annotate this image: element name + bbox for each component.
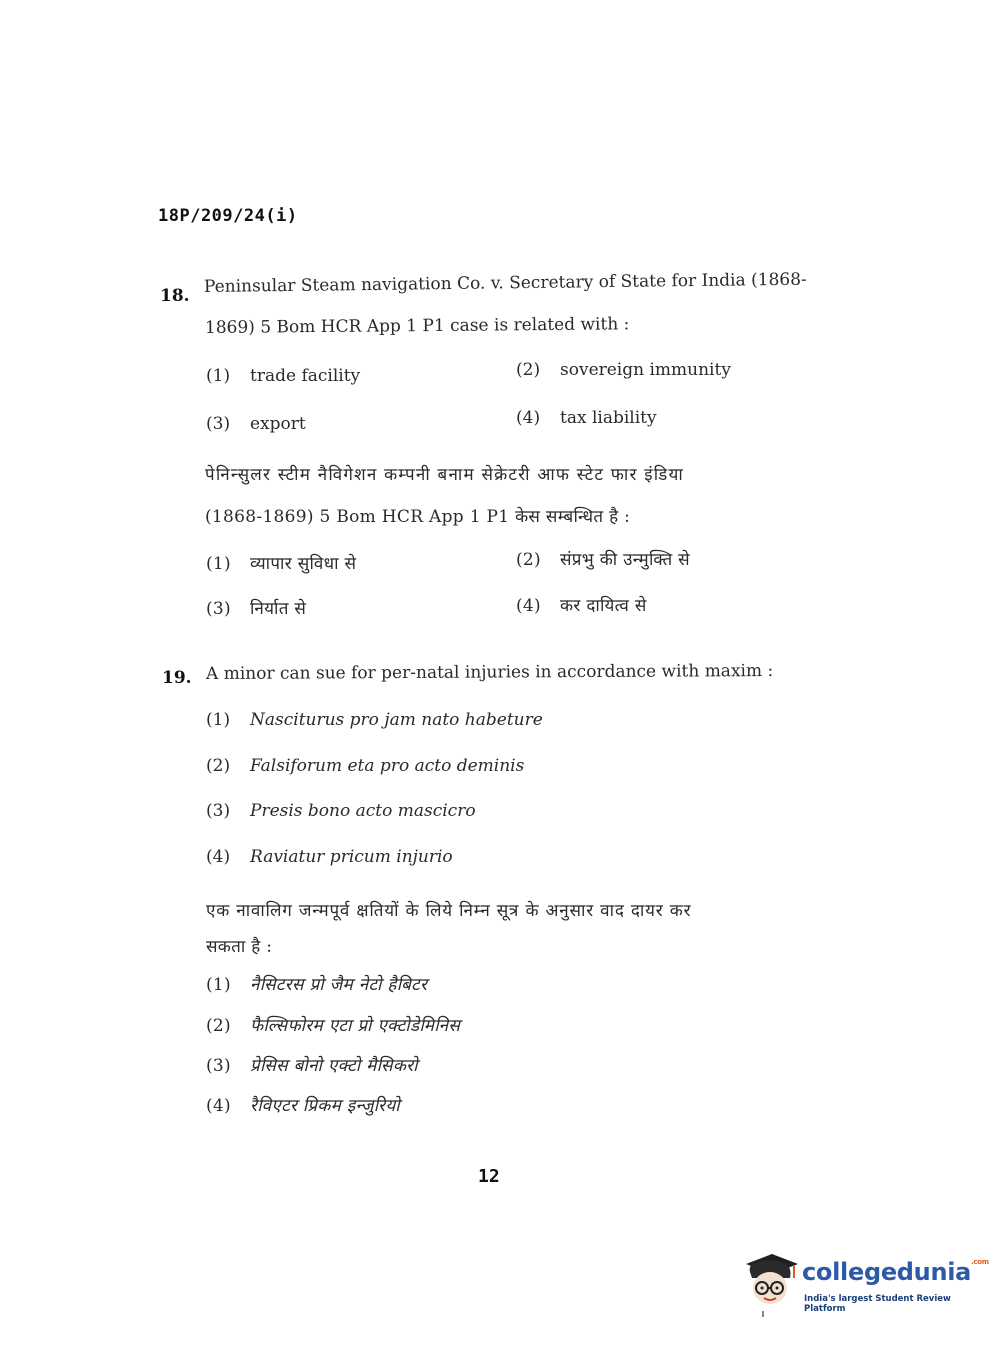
q18-hi-option-1 xyxy=(206,551,356,574)
q19-hi-option-4 xyxy=(206,1093,400,1116)
paper-code: 18P/209/24(i) xyxy=(158,206,298,226)
option-number: (1) xyxy=(206,710,231,730)
q18-english-line-2: 1869) 5 Bom HCR App 1 P1 case is related with : xyxy=(204,314,630,338)
question-number-18: 18. xyxy=(160,286,190,306)
option-number: (4) xyxy=(206,847,231,867)
option-text: रैविएटर प्रिकम इन्जुरियो xyxy=(250,1096,400,1116)
option-number: (2) xyxy=(206,1016,231,1036)
q18-english-line-1: Peninsular Steam navigation Co. v. Secretary of State for India (1868- xyxy=(203,269,807,297)
option-number: (4) xyxy=(206,1096,231,1116)
option-number: (2) xyxy=(516,360,541,380)
q19-hindi-line-2: सकता है : xyxy=(206,937,273,957)
option-text: Nasciturus pro jam nato habeture xyxy=(250,710,543,730)
option-text: Raviatur pricum injurio xyxy=(250,847,453,867)
q18-en-option-2 xyxy=(516,360,731,380)
option-text: tax liability xyxy=(560,408,657,428)
q19-hindi-line-1: एक नावालिग जन्मपूर्व क्षतियों के लिये निम्न सूत्र के अनुसार वाद दायर कर xyxy=(206,901,692,921)
q18-hi-option-2 xyxy=(516,547,690,570)
q18-hindi-line-1: पेनिन्सुलर स्टीम नैविगेशन कम्पनी बनाम सेक्रेटरी आफ स्टेट फार इंडिया xyxy=(205,465,684,485)
q19-hi-option-2 xyxy=(206,1013,460,1036)
option-number: (3) xyxy=(206,599,231,619)
q18-hi-option-3 xyxy=(206,596,306,619)
q19-en-option-3 xyxy=(206,801,476,821)
option-number: (3) xyxy=(206,414,231,434)
q18-hindi-line-2: (1868-1869) 5 Bom HCR App 1 P1 केस सम्बन्धित है : xyxy=(205,507,631,527)
option-text: निर्यात से xyxy=(250,599,307,619)
q19-en-option-4 xyxy=(206,847,453,867)
q19-english-line-1: A minor can sue for per-natal injuries in accordance with maxim : xyxy=(205,661,774,684)
q18-en-option-1 xyxy=(206,366,360,386)
logo-dotcom: .com xyxy=(971,1258,989,1266)
option-number: (2) xyxy=(206,756,231,776)
option-text: Falsiforum eta pro acto deminis xyxy=(250,756,525,776)
option-text: फैल्सिफोरम एटा प्रो एक्टोडेमिनिस xyxy=(250,1016,461,1036)
option-text: संप्रभु की उन्मुक्ति से xyxy=(560,550,690,570)
option-number: (1) xyxy=(206,366,231,386)
option-text: नैसिटरस प्रो जैम नेटो हैबिटर xyxy=(250,975,428,995)
option-text: sovereign immunity xyxy=(560,360,731,380)
q19-hi-option-3 xyxy=(206,1053,418,1076)
student-mascot-icon xyxy=(742,1250,800,1308)
option-text: कर दायित्व से xyxy=(560,596,647,616)
option-text: Presis bono acto mascicro xyxy=(250,801,476,821)
q19-en-option-1 xyxy=(206,710,543,730)
option-text: प्रेसिस बोनो एक्टो मैसिकरो xyxy=(250,1056,418,1076)
option-number: (3) xyxy=(206,1056,231,1076)
q19-hi-option-1 xyxy=(206,972,427,995)
q18-hi-option-4 xyxy=(516,593,647,616)
option-number: (1) xyxy=(206,554,231,574)
q19-en-option-2 xyxy=(206,756,524,776)
logo-tagline: India's largest Student Review Platform xyxy=(804,1294,951,1314)
option-number: (2) xyxy=(516,550,541,570)
option-text: व्यापार सुविधा से xyxy=(250,554,357,574)
option-text: export xyxy=(250,414,306,434)
q18-en-option-3 xyxy=(206,414,306,434)
logo-name: collegedunia xyxy=(802,1258,972,1286)
q18-en-option-4 xyxy=(516,408,657,428)
page-number: 12 xyxy=(478,1166,500,1187)
option-text: trade facility xyxy=(250,366,361,386)
scan-mark xyxy=(762,1311,764,1317)
logo-wordmark xyxy=(802,1258,989,1286)
option-number: (4) xyxy=(516,596,541,616)
option-number: (3) xyxy=(206,801,231,821)
question-number-19: 19. xyxy=(162,668,192,688)
option-number: (1) xyxy=(206,975,231,995)
collegedunia-logo xyxy=(742,1250,989,1314)
option-number: (4) xyxy=(516,408,541,428)
